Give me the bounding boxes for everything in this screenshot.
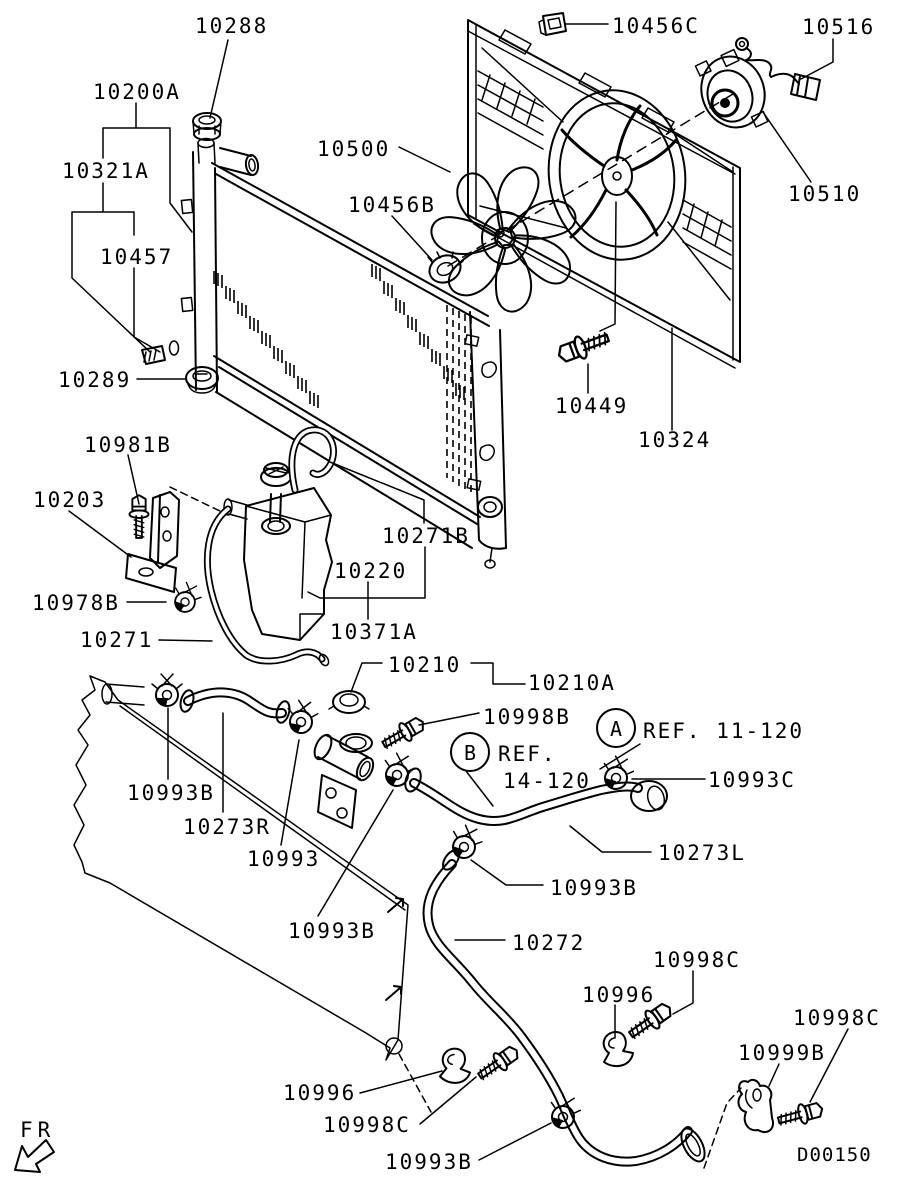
part-label-10324: 10324 (638, 428, 712, 452)
ref-b-note-line1: REF. (498, 742, 557, 766)
part-label-10998C-bottom: 10998C (323, 1113, 411, 1137)
part-label-10993C: 10993C (708, 768, 796, 792)
ref-a-note: REF. 11-120 (643, 719, 805, 743)
part-label-10273L: 10273L (658, 841, 746, 865)
part-label-10272: 10272 (512, 931, 586, 955)
ref-b-note-line2: 14-120 (503, 769, 591, 793)
part-label-10993B-mid: 10993B (550, 876, 638, 900)
part-label-10516: 10516 (802, 15, 876, 39)
part-label-10449: 10449 (555, 394, 629, 418)
part-label-10456C: 10456C (612, 14, 700, 38)
part-label-10500: 10500 (317, 137, 391, 161)
drawing-code: D00150 (797, 1144, 872, 1166)
part-label-10271B: 10271B (382, 524, 470, 548)
part-label-10210A: 10210A (528, 671, 616, 695)
part-label-10978B: 10978B (32, 591, 120, 615)
part-label-10998B: 10998B (483, 705, 571, 729)
part-label-10456B: 10456B (348, 193, 436, 217)
ref-a-letter: A (609, 717, 623, 741)
part-label-10993B-lower: 10993B (288, 919, 376, 943)
part-label-10993B-left: 10993B (127, 781, 215, 805)
part-label-10273R: 10273R (183, 815, 271, 839)
part-label-10981B: 10981B (84, 433, 172, 457)
part-label-10998C-right: 10998C (793, 1006, 881, 1030)
part-label-10996-left: 10996 (283, 1081, 357, 1105)
ref-b-letter: B (463, 741, 477, 765)
part-label-10200A: 10200A (93, 80, 181, 104)
part-label-10321A: 10321A (62, 159, 150, 183)
part-label-10220: 10220 (334, 559, 408, 583)
part-label-10288: 10288 (195, 14, 269, 38)
part-label-10371A: 10371A (330, 620, 418, 644)
part-label-10996-right: 10996 (582, 983, 656, 1007)
part-label-10210: 10210 (388, 653, 462, 677)
part-label-10203: 10203 (33, 488, 107, 512)
part-label-10510: 10510 (788, 182, 862, 206)
part-label-10993B-bottom: 10993B (385, 1150, 473, 1174)
part-label-10993: 10993 (247, 847, 321, 871)
part-label-10999B: 10999B (738, 1041, 826, 1065)
part-label-10457: 10457 (100, 245, 174, 269)
part-label-10271: 10271 (80, 628, 154, 652)
part-label-10289: 10289 (58, 368, 132, 392)
front-marker-label: FR (20, 1118, 56, 1142)
part-label-10998C-mid: 10998C (653, 948, 741, 972)
